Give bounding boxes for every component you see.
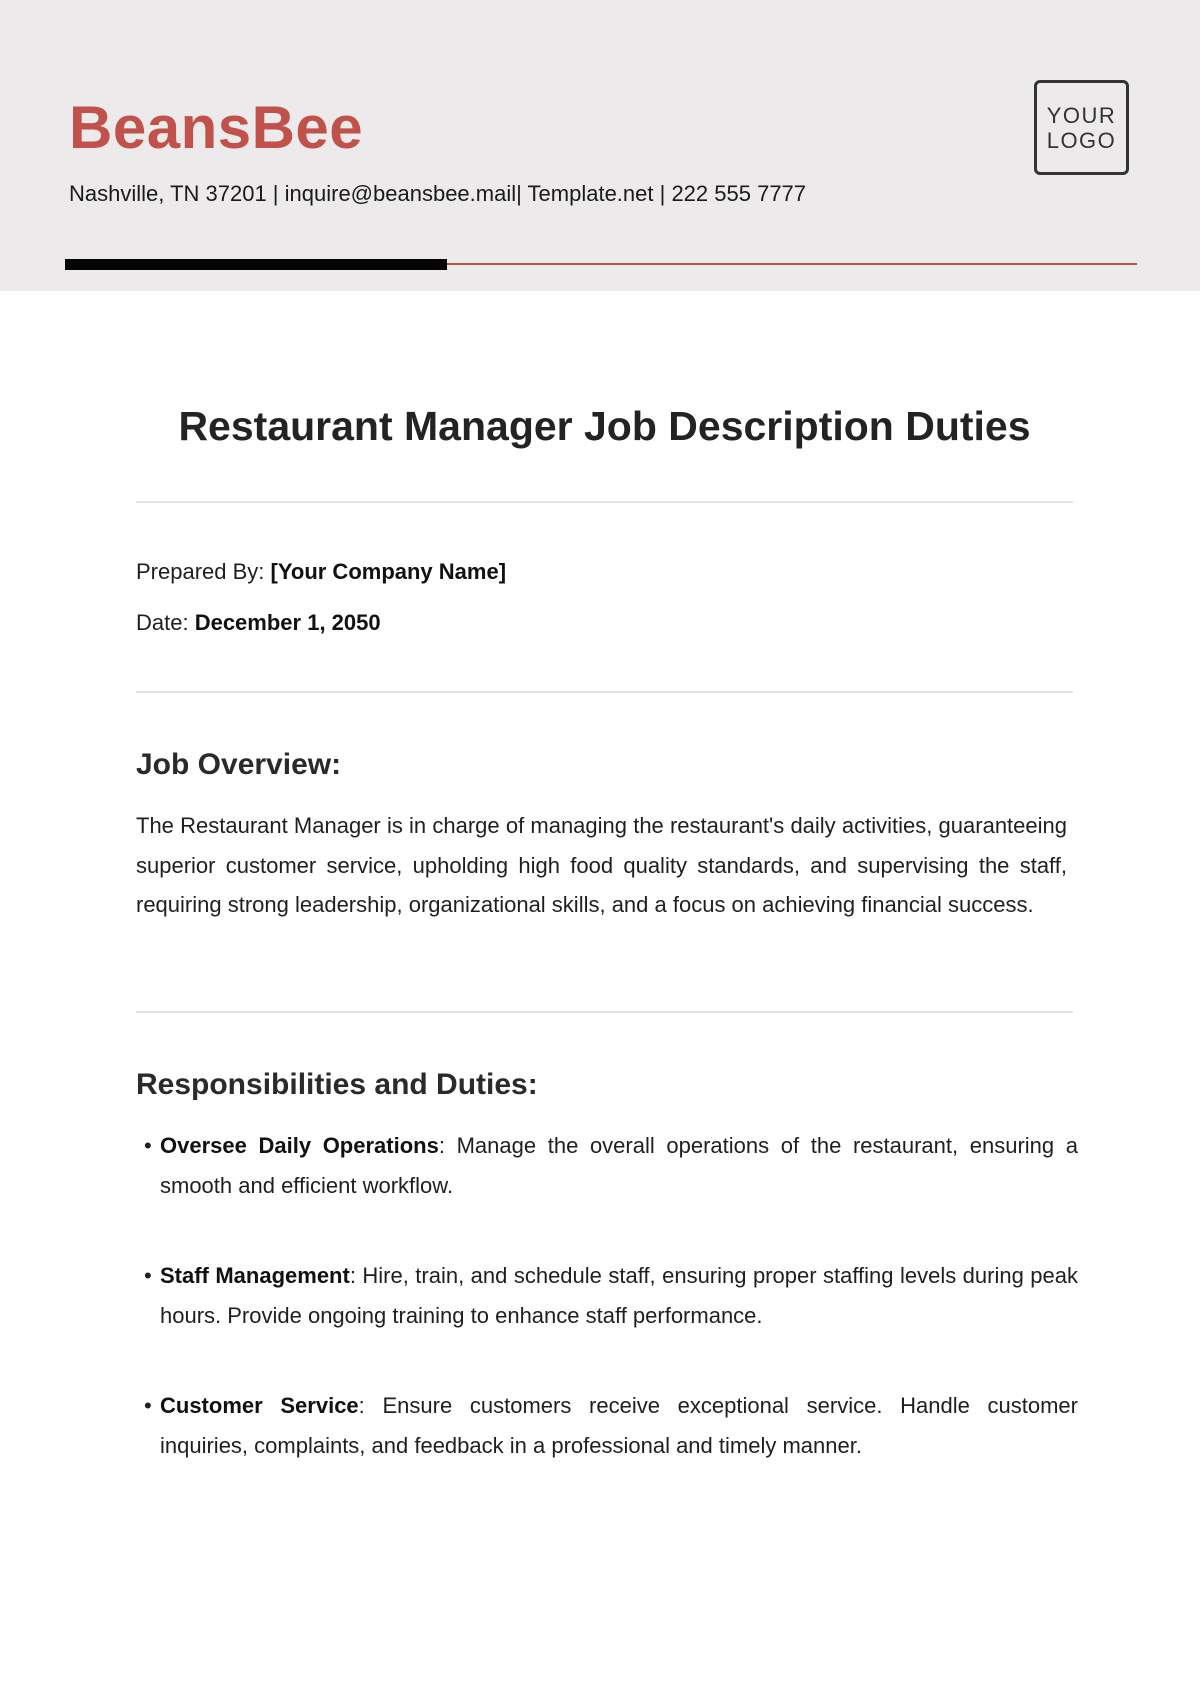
job-overview-heading: Job Overview: bbox=[136, 748, 342, 781]
header-thin-rule bbox=[447, 263, 1137, 265]
header-thick-rule bbox=[65, 259, 447, 270]
divider bbox=[136, 691, 1073, 693]
prepared-by-value: [Your Company Name] bbox=[270, 559, 507, 584]
divider bbox=[136, 1011, 1073, 1013]
bullet-icon: • bbox=[144, 1263, 152, 1288]
responsibilities-heading: Responsibilities and Duties: bbox=[136, 1068, 538, 1101]
duty-text: : Ensure customers receive exceptional service. Handle customer inquiries, complaints, and feedback in a professional and timely manner. bbox=[160, 1393, 1078, 1458]
logo-placeholder bbox=[1034, 80, 1129, 175]
duty-item bbox=[144, 1386, 1078, 1465]
duty-item bbox=[144, 1256, 1078, 1335]
duty-item bbox=[144, 1126, 1079, 1205]
duty-title: Staff Management bbox=[160, 1263, 350, 1288]
letterhead bbox=[0, 0, 1200, 291]
prepared-by-label: Prepared By: bbox=[136, 559, 271, 584]
duty-title: Customer Service bbox=[160, 1393, 359, 1418]
duty-text: : Manage the overall operations of the restaurant, ensuring a smooth and efficient workflow. bbox=[160, 1133, 1079, 1198]
bullet-icon: • bbox=[144, 1133, 152, 1158]
date-label: Date: bbox=[136, 610, 195, 635]
duty-text: : Hire, train, and schedule staff, ensuring proper staffing levels during peak hours. Provide ongoing training to enhance staff performance. bbox=[160, 1263, 1078, 1328]
company-name: BeansBee bbox=[69, 94, 364, 161]
logo-text-line1: YOUR bbox=[1046, 102, 1117, 128]
prepared-by bbox=[136, 558, 506, 586]
document-date bbox=[136, 609, 381, 637]
contact-info: Nashville, TN 37201 | inquire@beansbee.mail| Template.net | 222 555 7777 bbox=[69, 181, 807, 206]
date-value: December 1, 2050 bbox=[194, 610, 381, 635]
job-overview-text: The Restaurant Manager is in charge of managing the restaurant's daily activities, guaranteeing superior customer service, upholding high food quality standards, and supervising the staff, requiring strong leadership, organizational skills, and a focus on achieving financial success. bbox=[136, 813, 1067, 917]
duty-title: Oversee Daily Operations bbox=[160, 1133, 439, 1158]
bullet-icon: • bbox=[144, 1393, 152, 1418]
divider bbox=[136, 501, 1073, 503]
page-title: Restaurant Manager Job Description Duties bbox=[178, 403, 1031, 449]
logo-text-line2: LOGO bbox=[1046, 127, 1117, 153]
